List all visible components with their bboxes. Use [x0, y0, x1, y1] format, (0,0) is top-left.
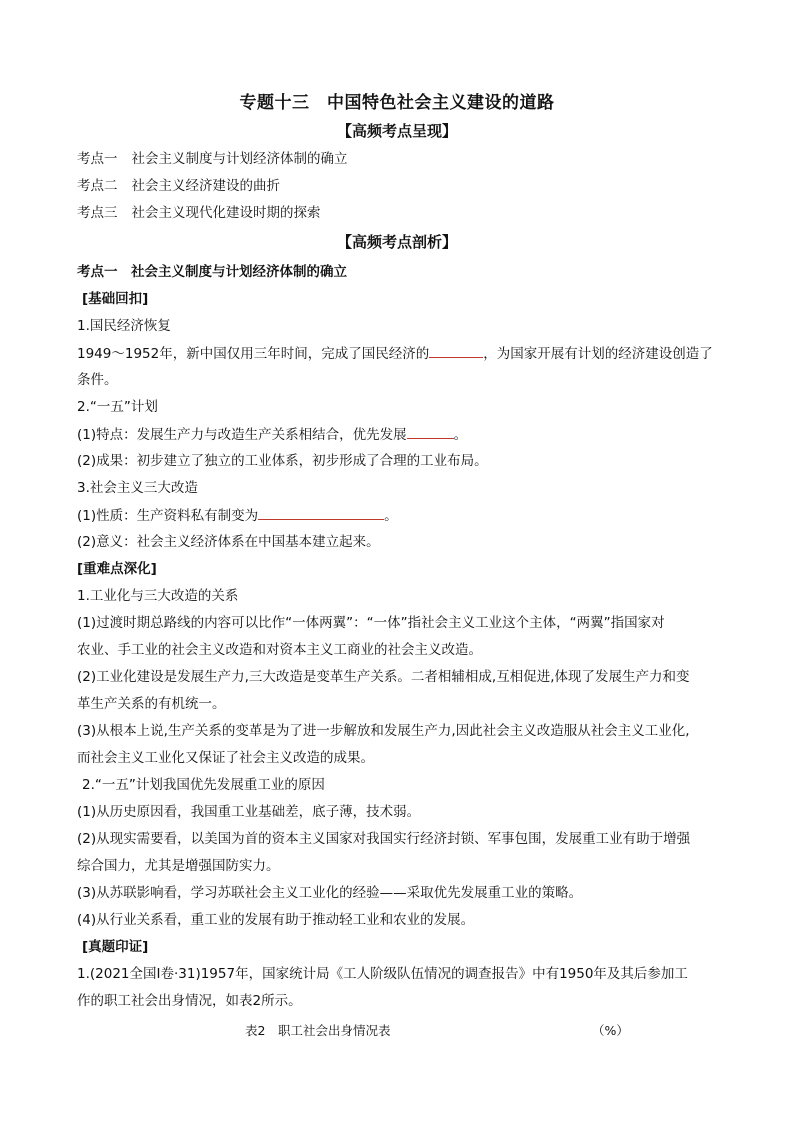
section-heading-overview: 【高频考点呈现】	[336, 122, 457, 140]
fill-blank[interactable]	[258, 506, 384, 520]
paragraph: 条件。	[77, 372, 118, 388]
paragraph: 而社会主义工业化又保证了社会主义改造的成果。	[77, 750, 374, 766]
table-caption: 表2 职工社会出身情况表	[245, 1023, 391, 1038]
paragraph: 革生产关系的有机统一。	[77, 696, 226, 712]
paragraph: (4)从行业关系看，重工业的发展有助于推动轻工业和农业的发展。	[77, 912, 475, 928]
paragraph: (3)从根本上说,生产关系的变革是为了进一步解放和发展生产力,因此社会主义改造服从社会主义工业化,	[77, 723, 690, 739]
exam-point-item	[77, 150, 348, 168]
paragraph: (2)从现实需要看，以美国为首的资本主义国家对我国实行经济封锁、军事包围，发展重工业有助于增强	[77, 831, 691, 847]
paragraph: 1949～1952年，新中国仅用三年时间，完成了国民经济的 ，为国家开展有计划的经济建设创造了	[77, 346, 713, 362]
paragraph: (1)过渡时期总路线的内容可以比作“一体两翼”：“一体”指社会主义工业这个主体，“两翼”指国家对	[77, 615, 665, 631]
exam-point-label: 考点三	[77, 205, 118, 221]
exam-point-item	[77, 177, 280, 195]
subsection-deep: [重难点深化]	[77, 561, 157, 577]
paragraph: (1)从历史原因看，我国重工业基础差，底子薄，技术弱。	[77, 804, 421, 820]
paragraph: (2)成果：初步建立了独立的工业体系，初步形成了合理的工业布局。	[77, 453, 488, 469]
exam-point-item	[77, 204, 321, 222]
paragraph: 1.工业化与三大改造的关系	[77, 588, 239, 604]
exam-point-label: 考点一	[77, 151, 118, 167]
exam-point-text: 社会主义经济建设的曲折	[131, 178, 280, 194]
paragraph: 农业、手工业的社会主义改造和对资本主义工商业的社会主义改造。	[77, 642, 482, 658]
paragraph: (1)特点：发展生产力与改造生产关系相结合，优先发展 。	[77, 427, 468, 443]
paragraph: 2.“一五”计划我国优先发展重工业的原因	[82, 777, 325, 793]
paragraph: (2)意义：社会主义经济体系在中国基本建立起来。	[77, 534, 380, 550]
fill-blank[interactable]	[407, 425, 454, 439]
paragraph: (1)性质：生产资料私有制变为 。	[77, 508, 398, 524]
exam-point-text: 社会主义现代化建设时期的探索	[131, 205, 321, 221]
exam-point-label: 考点二	[77, 178, 118, 194]
fill-blank[interactable]	[429, 344, 483, 358]
exam-point-heading: 考点一 社会主义制度与计划经济体制的确立	[77, 264, 347, 280]
table-unit: （%）	[592, 1023, 629, 1038]
paragraph: (3)从苏联影响看，学习苏联社会主义工业化的经验——采取优先发展重工业的策略。	[77, 885, 583, 901]
paragraph: 综合国力，尤其是增强国防实力。	[77, 858, 280, 874]
paragraph: 作的职工社会出身情况，如表2所示。	[77, 993, 302, 1009]
subsection-real-exam: [真题印证]	[82, 939, 149, 955]
paragraph: 1.国民经济恢复	[77, 318, 171, 334]
page-title: 专题十三 中国特色社会主义建设的道路	[239, 93, 555, 113]
paragraph: 1.(2021全国Ⅰ卷·31)1957年，国家统计局《工人阶级队伍情况的调查报告》中有1950年及其后参加工	[77, 966, 688, 982]
paragraph: 2.“一五”计划	[77, 399, 158, 415]
subsection-basic: [基础回扣]	[82, 291, 149, 307]
section-heading-analysis: 【高频考点剖析】	[336, 233, 457, 251]
paragraph: 3.社会主义三大改造	[77, 480, 198, 496]
exam-point-text: 社会主义制度与计划经济体制的确立	[131, 151, 348, 167]
paragraph: (2)工业化建设是发展生产力,三大改造是变革生产关系。二者相辅相成,互相促进,体现了发展生产力和变	[77, 669, 690, 685]
